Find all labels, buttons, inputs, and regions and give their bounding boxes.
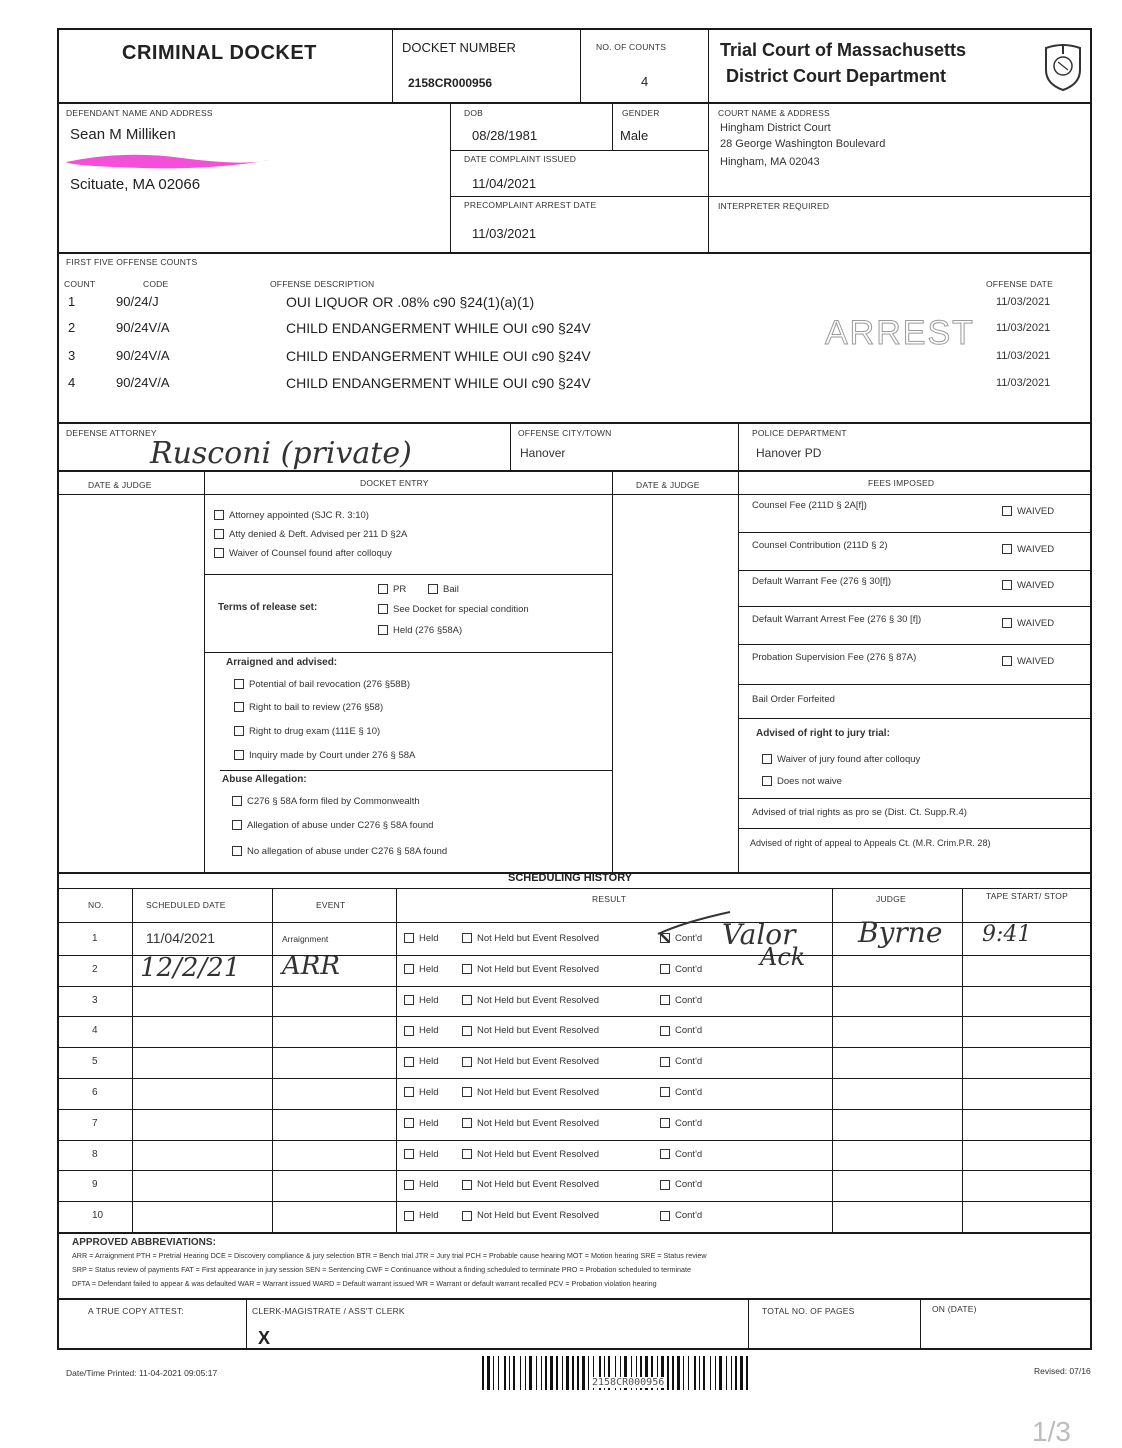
trial-rights-pro-se: Advised of trial rights as pro se (Dist. Ct. Supp.R.4) xyxy=(752,807,967,818)
contd-option[interactable]: Cont'd xyxy=(660,1025,702,1036)
counts-value: 4 xyxy=(641,74,649,89)
arraigned-option[interactable]: Right to drug exam (111E § 10) xyxy=(234,726,380,737)
col-offense-date-header: OFFENSE DATE xyxy=(986,279,1053,289)
attorney-denied-option[interactable]: Atty denied & Deft. Advised per 211 D §2A xyxy=(214,529,407,540)
offense-code: 90/24/J xyxy=(116,294,159,309)
checkbox-icon xyxy=(462,995,472,1005)
on-date-label: ON (DATE) xyxy=(932,1304,977,1314)
bail-forfeited: Bail Order Forfeited xyxy=(752,694,835,705)
held-option[interactable]: Held xyxy=(404,933,439,944)
abbreviations-line: SRP = Status review of payments FAT = First appearance in jury session SEN = Sentencing CWF = Continuance without a finding scheduled to terminate PRO = Probation scheduled to terminate xyxy=(72,1265,692,1274)
attorney-appointed-option[interactable]: Attorney appointed (SJC R. 3:10) xyxy=(214,510,369,521)
schedule-row-number: 10 xyxy=(92,1210,104,1222)
clerk-signature-mark[interactable]: X xyxy=(258,1328,271,1348)
checkbox-icon xyxy=(660,1118,670,1128)
checkbox-icon xyxy=(404,1211,414,1221)
offense-count: 2 xyxy=(68,320,76,335)
checkbox-icon xyxy=(428,584,438,594)
abbreviations-title: APPROVED ABBREVIATIONS: xyxy=(72,1237,216,1248)
checkbox-icon xyxy=(462,964,472,974)
defendant-box xyxy=(57,102,1092,254)
checkbox-icon xyxy=(404,1026,414,1036)
abuse-option[interactable]: No allegation of abuse under C276 § 58A found xyxy=(232,846,447,857)
court-title-line2: District Court Department xyxy=(726,66,947,86)
checkbox-icon xyxy=(234,726,244,736)
not-held-option[interactable]: Not Held but Event Resolved xyxy=(462,1210,599,1221)
redaction-mark xyxy=(62,148,274,176)
complaint-issued-label: DATE COMPLAINT ISSUED xyxy=(464,154,577,164)
checkbox-icon xyxy=(1002,656,1012,666)
police-dept-label: POLICE DEPARTMENT xyxy=(752,428,847,438)
schedule-row-number: 2 xyxy=(92,963,98,975)
checkbox-icon xyxy=(404,1087,414,1097)
checkbox-icon xyxy=(660,1087,670,1097)
contd-option[interactable]: Cont'd xyxy=(660,1179,702,1190)
check-mark-stroke xyxy=(654,908,734,938)
tape-handwritten: 9:41 xyxy=(982,922,1032,947)
date-time-printed: Date/Time Printed: 11-04-2021 09:05:17 xyxy=(66,1368,218,1378)
offense-date: 11/03/2021 xyxy=(996,296,1051,308)
court-city: Hingham, MA 02043 xyxy=(720,156,820,168)
fee-waived-option[interactable]: WAIVED xyxy=(1002,618,1054,629)
held-option[interactable]: Held xyxy=(404,1149,439,1160)
court-name: Hingham District Court xyxy=(720,122,831,134)
abuse-option[interactable]: Allegation of abuse under C276 § 58A found xyxy=(232,820,433,831)
judge-handwritten: Byrne xyxy=(858,916,943,949)
checkbox-icon xyxy=(214,510,224,520)
not-held-option[interactable]: Not Held but Event Resolved xyxy=(462,1056,599,1067)
true-copy-attest-label: A TRUE COPY ATTEST: xyxy=(88,1306,184,1316)
complaint-issued-value: 11/04/2021 xyxy=(472,176,537,191)
abuse-label: Abuse Allegation: xyxy=(222,774,307,785)
checkbox-icon xyxy=(660,1149,670,1159)
checkbox-icon xyxy=(660,964,670,974)
revised-date: Revised: 07/16 xyxy=(1034,1366,1091,1376)
checkbox-icon xyxy=(1002,618,1012,628)
not-held-option[interactable]: Not Held but Event Resolved xyxy=(462,1087,599,1098)
contd-option[interactable]: Cont'd xyxy=(660,1210,702,1221)
col-desc-header: OFFENSE DESCRIPTION xyxy=(270,279,375,289)
held-option[interactable]: Held xyxy=(404,1179,439,1190)
docket-number: 2158CR000956 xyxy=(408,76,493,90)
checkbox-icon xyxy=(378,604,388,614)
schedule-row-number: 6 xyxy=(92,1087,98,1098)
arrest-date-value: 11/03/2021 xyxy=(472,226,537,241)
held-option[interactable]: Held xyxy=(404,1087,439,1098)
checkbox-icon xyxy=(462,1087,472,1097)
offense-date: 11/03/2021 xyxy=(996,377,1051,389)
contd-option[interactable]: Cont'd xyxy=(660,1087,702,1098)
defense-attorney-label: DEFENSE ATTORNEY xyxy=(66,428,157,438)
fee-default-arrest: Default Warrant Arrest Fee (276 § 30 [f]) xyxy=(752,614,922,625)
col-tape-header: TAPE START/ STOP xyxy=(986,891,1068,901)
contd-option[interactable]: Cont'd xyxy=(660,933,702,944)
docket-number-label: DOCKET NUMBER xyxy=(402,40,516,55)
schedule-row-number: 5 xyxy=(92,1056,98,1068)
fee-waived-option[interactable]: WAIVED xyxy=(1002,544,1054,555)
schedule-row-number: 4 xyxy=(92,1025,98,1037)
fee-waived-option[interactable]: WAIVED xyxy=(1002,506,1054,517)
jury-no-waive-option[interactable]: Does not waive xyxy=(762,776,842,787)
checkbox-icon xyxy=(234,702,244,712)
held-option[interactable]: Held xyxy=(404,1118,439,1129)
event-handwritten: ARR xyxy=(282,950,340,981)
court-address-label: COURT NAME & ADDRESS xyxy=(718,108,830,118)
abuse-option[interactable]: C276 § 58A form filed by Commonwealth xyxy=(232,796,420,807)
abbreviations-line: ARR = Arraignment PTH = Pretrial Hearing DCE = Discovery compliance & jury selection BTR = Bench trial JTR = Jury trial PCH = Probable cause hearing MOT = Motion hearing SRE = Status review xyxy=(72,1251,707,1260)
arraigned-option[interactable]: Potential of bail revocation (276 §58B) xyxy=(234,679,410,690)
defendant-city-state: Scituate, MA 02066 xyxy=(70,176,201,193)
offense-date: 11/03/2021 xyxy=(996,350,1051,362)
abbreviations-line: DFTA = Defendant failed to appear & was defaulted WAR = Warrant issued WARD = Default warrant issued WR = Warrant or default warrant recalled PCV = Probation violation hearing xyxy=(72,1279,657,1288)
schedule-title: SCHEDULING HISTORY xyxy=(508,872,633,884)
offense-city-label: OFFENSE CITY/TOWN xyxy=(518,428,612,438)
contd-option[interactable]: Cont'd xyxy=(660,1056,702,1067)
offense-count: 1 xyxy=(68,294,76,309)
attorney-handwritten: Rusconi (private) xyxy=(150,436,412,471)
checkbox-icon xyxy=(404,1118,414,1128)
col-result-header: RESULT xyxy=(592,894,627,904)
not-held-option[interactable]: Not Held but Event Resolved xyxy=(462,964,599,975)
dob-label: DOB xyxy=(464,108,484,118)
page-number: 1/3 xyxy=(1032,1416,1071,1447)
checkbox-icon xyxy=(660,995,670,1005)
result-handwritten: Valor xyxy=(722,918,796,951)
checkbox-icon xyxy=(462,1211,472,1221)
release-label: Terms of release set: xyxy=(218,602,318,613)
col-judge-header: JUDGE xyxy=(876,894,906,904)
not-held-option[interactable]: Not Held but Event Resolved xyxy=(462,1179,599,1190)
jury-trial-label: Advised of right to jury trial: xyxy=(756,728,890,739)
checkbox-icon xyxy=(1002,580,1012,590)
checkbox-icon xyxy=(404,933,414,943)
not-held-option[interactable]: Not Held but Event Resolved xyxy=(462,995,599,1006)
checkbox-icon xyxy=(660,1057,670,1067)
scheduled-date: 11/04/2021 xyxy=(146,930,216,946)
col-count-header: COUNT xyxy=(64,279,96,289)
checkbox-icon xyxy=(762,754,772,764)
total-pages-label: TOTAL NO. OF PAGES xyxy=(762,1306,855,1316)
checkbox-icon xyxy=(232,796,242,806)
fee-counsel: Counsel Fee (211D § 2A[f]) xyxy=(752,500,867,511)
checkbox-icon xyxy=(234,750,244,760)
fee-probation: Probation Supervision Fee (276 § 87A) xyxy=(752,652,917,663)
col-event-header: EVENT xyxy=(316,900,346,910)
checkbox-icon xyxy=(404,995,414,1005)
police-dept-value: Hanover PD xyxy=(756,446,822,460)
checkbox-icon xyxy=(1002,544,1012,554)
defendant-name: Sean M Milliken xyxy=(70,126,176,143)
release-pr-option[interactable]: PR xyxy=(378,584,406,595)
checkbox-icon xyxy=(762,776,772,786)
offense-desc: OUI LIQUOR OR .08% c90 §24(1)(a)(1) xyxy=(286,294,535,310)
checkbox-icon xyxy=(234,679,244,689)
held-option[interactable]: Held xyxy=(404,1056,439,1067)
checkbox-icon xyxy=(214,548,224,558)
fee-waived-option[interactable]: WAIVED xyxy=(1002,580,1054,591)
offense-count: 3 xyxy=(68,348,76,363)
clerk-magistrate-label: CLERK-MAGISTRATE / ASS'T CLERK xyxy=(252,1306,405,1316)
arraigned-option[interactable]: Right to bail to review (276 §58) xyxy=(234,702,383,713)
checkbox-icon xyxy=(462,1180,472,1190)
offense-desc: CHILD ENDANGERMENT WHILE OUI c90 §24V xyxy=(286,375,591,391)
held-option[interactable]: Held xyxy=(404,1025,439,1036)
fee-waived-option[interactable]: WAIVED xyxy=(1002,656,1054,667)
checkbox-icon xyxy=(1002,506,1012,516)
fee-contribution: Counsel Contribution (211D § 2) xyxy=(752,540,888,551)
scheduled-date-handwritten: 12/2/21 xyxy=(140,952,241,983)
fee-default-warrant: Default Warrant Fee (276 § 30[f]) xyxy=(752,576,892,587)
waiver-counsel-option[interactable]: Waiver of Counsel found after colloquy xyxy=(214,548,392,559)
checkbox-icon xyxy=(462,933,472,943)
event-name: Arraignment xyxy=(282,934,329,944)
date-judge-header-2: DATE & JUDGE xyxy=(636,480,700,490)
checkbox-icon xyxy=(462,1026,472,1036)
schedule-row-number: 7 xyxy=(92,1117,98,1129)
court-title-line1: Trial Court of Massachusetts xyxy=(720,40,967,60)
checkbox-icon xyxy=(378,625,388,635)
schedule-row-number: 9 xyxy=(92,1179,98,1191)
not-held-option[interactable]: Not Held but Event Resolved xyxy=(462,933,599,944)
arrest-stamp: ARREST xyxy=(825,314,975,352)
contd-option[interactable]: Cont'd xyxy=(660,995,702,1006)
jury-waiver-option[interactable]: Waiver of jury found after colloquy xyxy=(762,754,920,765)
arraigned-label: Arraigned and advised: xyxy=(226,657,338,668)
checkbox-icon xyxy=(232,846,242,856)
offense-desc: CHILD ENDANGERMENT WHILE OUI c90 §24V xyxy=(286,320,591,336)
offense-count: 4 xyxy=(68,375,76,390)
offense-code: 90/24V/A xyxy=(116,348,170,363)
col-no-header: NO. xyxy=(88,900,104,910)
special-condition-option[interactable]: See Docket for special condition xyxy=(378,604,529,615)
checkbox-icon xyxy=(232,820,242,830)
checkbox-icon xyxy=(462,1149,472,1159)
checkbox-icon xyxy=(404,964,414,974)
gender-value: Male xyxy=(620,128,649,143)
offense-code: 90/24V/A xyxy=(116,320,170,335)
dob-value: 08/28/1981 xyxy=(472,128,538,143)
arrest-date-label: PRECOMPLAINT ARREST DATE xyxy=(464,200,597,210)
appeal-rights: Advised of right of appeal to Appeals Ct. (M.R. Crim.P.R. 28) xyxy=(750,838,991,848)
held-option[interactable]: Held xyxy=(404,964,439,975)
docket-entry-header: DOCKET ENTRY xyxy=(360,478,429,488)
interpreter-label: INTERPRETER REQUIRED xyxy=(718,201,830,211)
col-code-header: CODE xyxy=(143,279,169,289)
contd-option[interactable]: Cont'd xyxy=(660,1149,702,1160)
checkbox-icon xyxy=(660,1026,670,1036)
col-scheduled-date-header: SCHEDULED DATE xyxy=(146,900,226,910)
checkbox-icon xyxy=(214,529,224,539)
court-street: 28 George Washington Boulevard xyxy=(720,138,886,150)
held-58a-option[interactable]: Held (276 §58A) xyxy=(378,625,462,636)
gender-label: GENDER xyxy=(622,108,660,118)
date-judge-header: DATE & JUDGE xyxy=(88,480,152,490)
arraigned-option[interactable]: Inquiry made by Court under 276 § 58A xyxy=(234,750,415,761)
checkbox-icon xyxy=(660,1180,670,1190)
result-handwritten: Ack xyxy=(760,942,806,971)
offense-code: 90/24V/A xyxy=(116,375,170,390)
checkbox-icon xyxy=(462,1057,472,1067)
offense-desc: CHILD ENDANGERMENT WHILE OUI c90 §24V xyxy=(286,348,591,364)
form-title: CRIMINAL DOCKET xyxy=(122,42,317,64)
contd-option[interactable]: Cont'd xyxy=(660,964,702,975)
defendant-label: DEFENDANT NAME AND ADDRESS xyxy=(66,108,213,118)
schedule-row-number: 3 xyxy=(92,994,98,1006)
schedule-row-number: 8 xyxy=(92,1148,98,1160)
checkbox-icon xyxy=(404,1057,414,1067)
offense-date: 11/03/2021 xyxy=(996,322,1051,334)
not-held-option[interactable]: Not Held but Event Resolved xyxy=(462,1149,599,1160)
checkbox-icon xyxy=(378,584,388,594)
offenses-section-label: FIRST FIVE OFFENSE COUNTS xyxy=(66,257,198,267)
checkbox-icon xyxy=(404,1180,414,1190)
release-bail-option[interactable]: Bail xyxy=(428,584,459,595)
barcode-number: 2158CR000956 xyxy=(592,1377,665,1388)
checkbox-icon xyxy=(462,1118,472,1128)
not-held-option[interactable]: Not Held but Event Resolved xyxy=(462,1025,599,1036)
offense-city-value: Hanover xyxy=(520,446,566,460)
schedule-row-number: 1 xyxy=(92,933,98,944)
held-option[interactable]: Held xyxy=(404,995,439,1006)
checkbox-icon xyxy=(404,1149,414,1159)
fees-imposed-header: FEES IMPOSED xyxy=(868,478,935,488)
checkbox-icon xyxy=(660,1211,670,1221)
counts-label: NO. OF COUNTS xyxy=(596,42,667,52)
not-held-option[interactable]: Not Held but Event Resolved xyxy=(462,1118,599,1129)
seal-icon xyxy=(1042,40,1084,92)
contd-option[interactable]: Cont'd xyxy=(660,1118,702,1129)
held-option[interactable]: Held xyxy=(404,1210,439,1221)
